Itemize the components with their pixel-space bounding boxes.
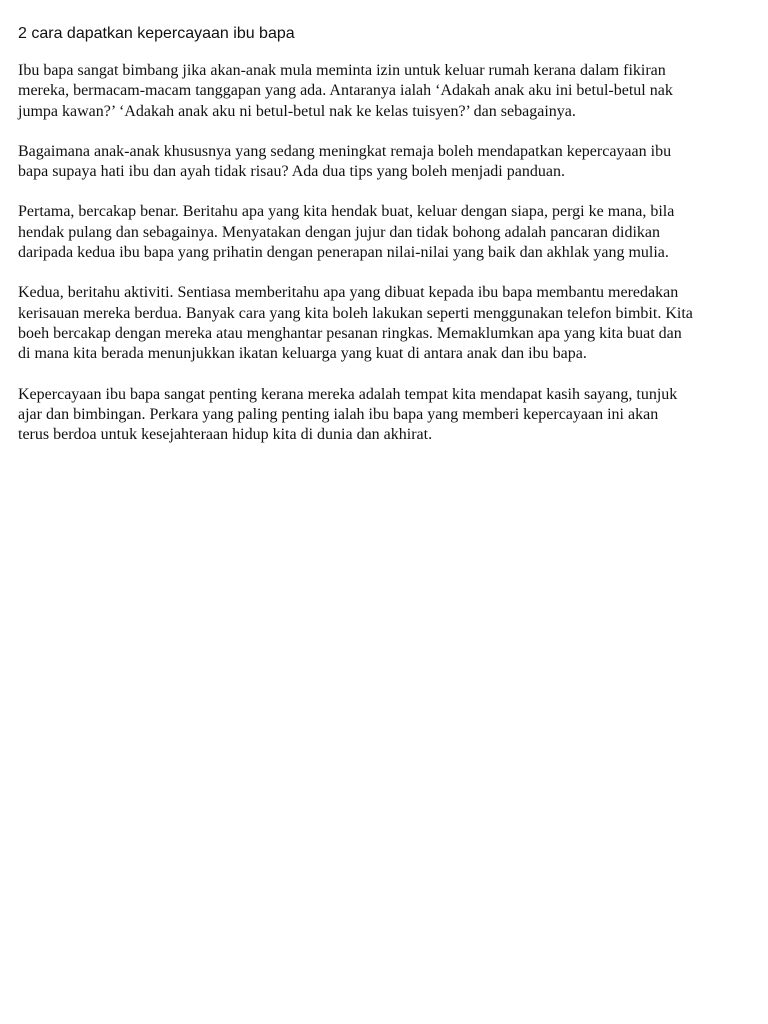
paragraph-conclusion: Kepercayaan ibu bapa sangat penting kerana mereka adalah tempat kita mendapat kasih sayang, tunjuk ajar dan bimbingan. Perkara yang paling penting ialah ibu bapa yang memberi kepercayaan ini akan terus berdoa untuk kesejahteraan hidup kita di dunia dan akhirat. [18, 385, 678, 444]
paragraph-second-tip: Kedua, beritahu aktiviti. Sentiasa memberitahu apa yang dibuat kepada ibu bapa membantu meredakan kerisauan mereka berdua. Banyak cara yang kita boleh lakukan seperti menggunakan telefon bimbit. Kita boeh bercakap dengan mereka atau menghantar pesanan ringkas. Memaklumkan apa yang kita buat dan di mana kita berada menunjukkan ikatan keluarga yang kuat di antara anak dan ibu bapa. [18, 284, 693, 363]
paragraph-first-tip: Pertama, bercakap benar. Beritahu apa yang kita hendak buat, keluar dengan siapa, pergi ke mana, bila hendak pulang dan sebagainya. Menyatakan dengan jujur dan tidak bohong adalah pancaran didikan daripada kedua ibu bapa yang prihatin dengan penerapan nilai-nilai yang baik dan akhlak yang mulia. [18, 203, 675, 262]
document-title: 2 cara dapatkan kepercayaan ibu bapa [18, 25, 295, 42]
document-page [18, 24, 693, 465]
paragraph-question: Bagaimana anak-anak khususnya yang sedang meningkat remaja boleh mendapatkan kepercayaan ibu bapa supaya hati ibu dan ayah tidak risau? Ada dua tips yang boleh menjadi panduan. [18, 142, 672, 181]
paragraph-intro: Ibu bapa sangat bimbang jika akan-anak mula meminta izin untuk keluar rumah kerana dalam fikiran mereka, bermacam-macam tanggapan yang ada. Antaranya ialah ‘Adakah anak aku ini betul-betul nak jumpa kawan?’ ‘Adakah anak aku ni betul-betul nak ke kelas tuisyen?’ dan sebagainya. [18, 62, 673, 120]
